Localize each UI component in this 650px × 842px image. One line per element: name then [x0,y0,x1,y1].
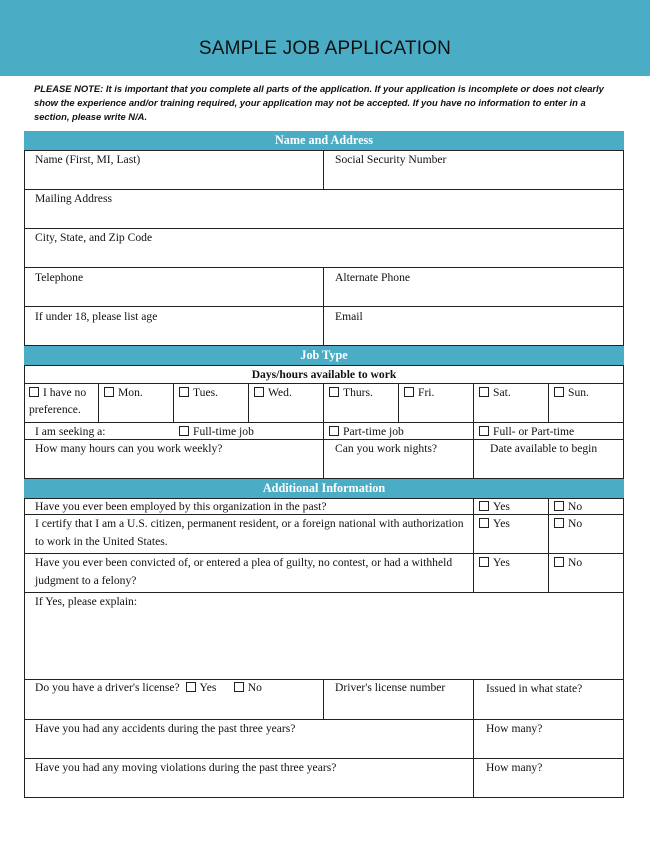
email-field[interactable]: Email [335,310,363,323]
explain-field[interactable]: If Yes, please explain: [35,595,138,608]
instructions-note: PLEASE NOTE: It is important that you complete all parts of the application. If your application is incomplete or does not clearly show the experience and/or training required, your application may not be accepted. If you have no information to enter in a section, please write N/A. [34,83,604,122]
license-yes-checkbox[interactable]: Yes [186,681,217,694]
mailing-address-field[interactable]: Mailing Address [35,192,112,205]
convicted-no-checkbox[interactable]: No [554,554,622,571]
city-state-zip-field[interactable]: City, State, and Zip Code [35,231,153,244]
work-nights-field[interactable]: Can you work nights? [335,442,438,455]
checkbox-icon[interactable] [179,387,189,397]
checkbox-icon[interactable] [479,426,489,436]
checkbox-icon[interactable] [479,387,489,397]
full-or-part-time-checkbox[interactable]: Full- or Part-time [479,423,619,440]
checkbox-icon[interactable] [479,557,489,567]
license-number-field[interactable]: Driver's license number [335,681,446,694]
checkbox-icon[interactable] [554,501,564,511]
license-no-checkbox[interactable]: No [234,681,262,694]
certify-yes-checkbox[interactable]: Yes [479,515,547,532]
question-convicted: Have you ever been convicted of, or entered a plea of guilty, no contest, or had a withheld judgment to a felony? [35,556,453,587]
issued-state-field[interactable]: Issued in what state? [486,682,583,695]
alternate-phone-field[interactable]: Alternate Phone [335,271,411,284]
date-available-field[interactable]: Date available to begin [490,442,598,455]
age-field[interactable]: If under 18, please list age [35,310,158,323]
employed-yes-checkbox[interactable]: Yes [479,498,547,515]
violations-count-field[interactable]: How many? [486,761,543,774]
question-accidents: Have you had any accidents during the past three years? [35,722,296,735]
accidents-count-field[interactable]: How many? [486,722,543,735]
drivers-license-question: Do you have a driver's license? Yes No [35,681,262,694]
checkbox-icon[interactable] [234,682,244,692]
question-employed-before: Have you ever been employed by this organization in the past? [35,500,327,513]
part-time-checkbox[interactable]: Part-time job [329,423,469,440]
name-field[interactable]: Name (First, MI, Last) [35,153,141,166]
page-title: SAMPLE JOB APPLICATION [198,38,452,59]
day-sat-checkbox[interactable]: Sat. [479,384,547,401]
section-name-address: Name and Address [24,131,624,150]
checkbox-icon[interactable] [404,387,414,397]
ssn-field[interactable]: Social Security Number [335,153,447,166]
checkbox-icon[interactable] [104,387,114,397]
hours-weekly-field[interactable]: How many hours can you work weekly? [35,442,223,455]
day-wed-checkbox[interactable]: Wed. [254,384,322,401]
days-hours-heading: Days/hours available to work [251,368,397,381]
day-mon-checkbox[interactable]: Mon. [104,384,172,401]
checkbox-icon[interactable] [479,518,489,528]
checkbox-icon[interactable] [29,387,39,397]
convicted-yes-checkbox[interactable]: Yes [479,554,547,571]
day-tues-checkbox[interactable]: Tues. [179,384,247,401]
section-job-type: Job Type [24,346,624,365]
telephone-field[interactable]: Telephone [35,271,84,284]
checkbox-icon[interactable] [554,518,564,528]
day-sun-checkbox[interactable]: Sun. [554,384,622,401]
checkbox-icon[interactable] [554,557,564,567]
question-certify-citizenship: I certify that I am a U.S. citizen, permanent resident, or a foreign national with authorization to work in the United States. [35,517,464,548]
checkbox-icon[interactable] [329,387,339,397]
no-preference-checkbox[interactable]: I have no preference. [29,386,87,416]
day-fri-checkbox[interactable]: Fri. [404,384,472,401]
full-time-checkbox[interactable]: Full-time job [179,423,319,440]
checkbox-icon[interactable] [554,387,564,397]
certify-no-checkbox[interactable]: No [554,515,622,532]
employed-no-checkbox[interactable]: No [554,498,622,515]
checkbox-icon[interactable] [186,682,196,692]
section-additional-info: Additional Information [24,479,624,498]
day-thurs-checkbox[interactable]: Thurs. [329,384,397,401]
seeking-label: I am seeking a: [35,425,106,438]
checkbox-icon[interactable] [479,501,489,511]
question-violations: Have you had any moving violations during the past three years? [35,761,337,774]
checkbox-icon[interactable] [254,387,264,397]
checkbox-icon[interactable] [329,426,339,436]
checkbox-icon[interactable] [179,426,189,436]
